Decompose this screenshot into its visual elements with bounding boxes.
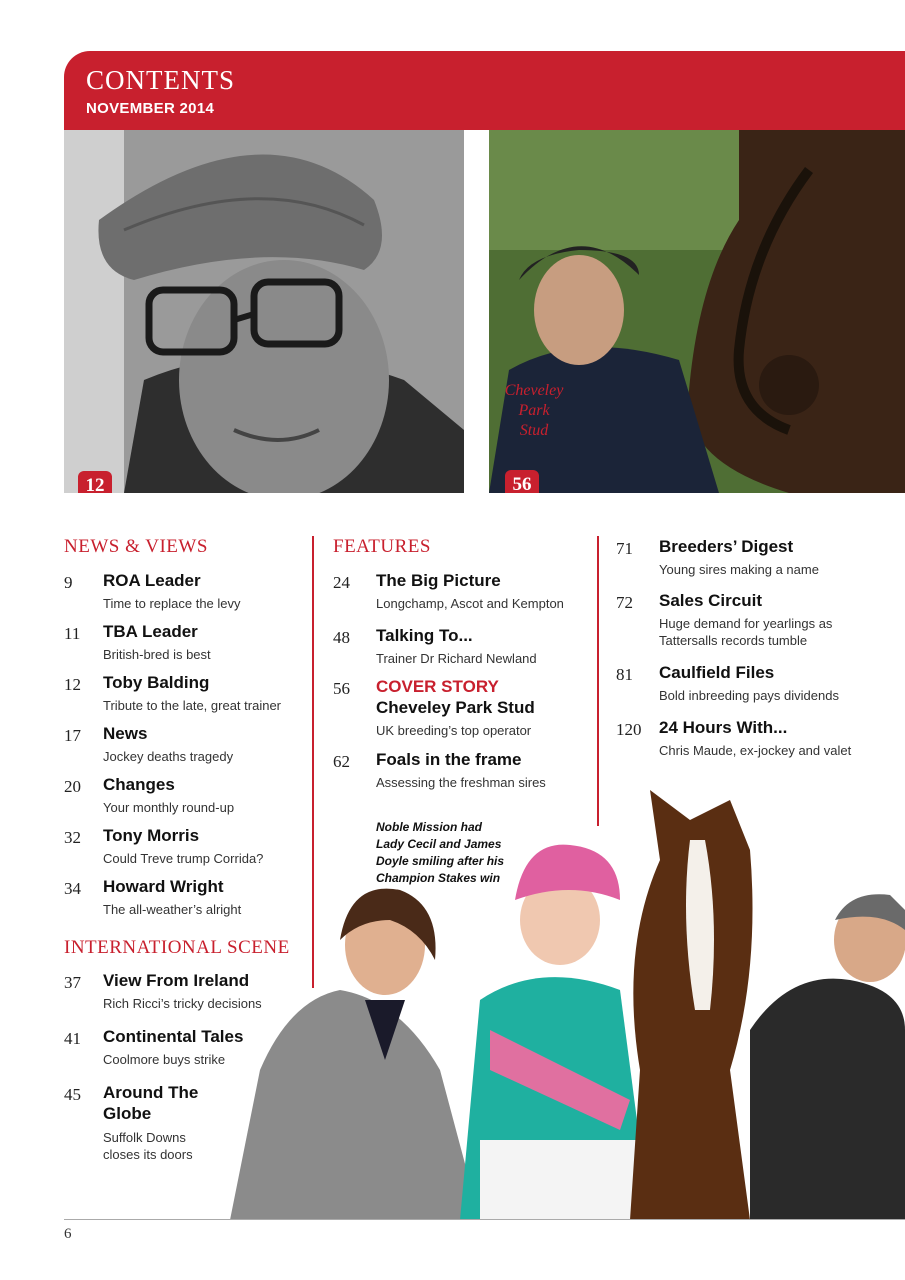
- toc-entry-subtitle: Rich Ricci’s tricky decisions: [103, 996, 262, 1011]
- toc-entry-title: Toby Balding: [103, 673, 210, 692]
- toc-page-number: 62: [333, 752, 350, 771]
- page-badge-12: 12: [78, 471, 112, 493]
- contents-title: CONTENTS: [86, 65, 235, 95]
- toc-entry-title: Tony Morris: [103, 826, 200, 845]
- toc-entry-title-line-2: Globe: [103, 1104, 152, 1123]
- caption-line-3: Doyle smiling after his: [376, 854, 505, 868]
- issue-date: NOVEMBER 2014: [86, 100, 215, 117]
- toc-entry-title: Changes: [103, 775, 175, 794]
- jacket-embroidery: [494, 381, 574, 441]
- features-heading: FEATURES: [333, 536, 431, 557]
- toc-entry-subtitle: Coolmore buys strike: [103, 1052, 226, 1067]
- toc-entry-title-line-1: Around The: [103, 1083, 199, 1102]
- toc-entry-title: Breeders’ Digest: [659, 537, 794, 556]
- toc-entry-subtitle: Assessing the freshman sires: [376, 775, 546, 790]
- page-number: 6: [64, 1226, 72, 1242]
- toc-entry-subtitle: British-bred is best: [103, 647, 211, 662]
- column-divider-left: [312, 536, 314, 988]
- toc-page-number: 71: [616, 539, 633, 558]
- toc-page-number: 9: [64, 573, 73, 592]
- toc-page-number: 48: [333, 628, 350, 647]
- toc-entry-subtitle: Trainer Dr Richard Newland: [376, 651, 537, 666]
- toc-entry-subtitle-line-1: Huge demand for yearlings as: [659, 616, 833, 631]
- toc-page-number: 37: [64, 973, 81, 992]
- toc-entry-subtitle-line-2: Tattersalls records tumble: [659, 633, 808, 648]
- toc-page-number: 12: [64, 675, 81, 694]
- toc-entry-title: 24 Hours With...: [659, 718, 788, 737]
- toc-entry-subtitle: Chris Maude, ex-jockey and valet: [659, 743, 852, 758]
- toc-entry-subtitle: Jockey deaths tragedy: [103, 749, 234, 764]
- toc-entry-title: View From Ireland: [103, 971, 250, 990]
- cover-story-label: COVER STORY: [376, 677, 499, 696]
- international-scene-heading: INTERNATIONAL SCENE: [64, 937, 290, 958]
- jacket-line-3: Stud: [519, 422, 549, 439]
- caption-line-1: Noble Mission had: [376, 820, 483, 834]
- toc-entry-title: Caulfield Files: [659, 663, 775, 682]
- contents-header: [64, 51, 905, 130]
- toc-entry-subtitle: UK breeding’s top operator: [376, 723, 532, 738]
- toc-page-number: 11: [64, 624, 81, 643]
- column-divider-right: [597, 536, 599, 826]
- cheveley-park-photo: [489, 130, 905, 493]
- toc-entry-title: The Big Picture: [376, 571, 501, 590]
- news-views-heading: NEWS & VIEWS: [64, 536, 208, 557]
- toc-entry-subtitle: The all-weather’s alright: [103, 902, 242, 917]
- caption-line-2: Lady Cecil and James: [376, 837, 502, 851]
- toc-entry-title: Cheveley Park Stud: [376, 698, 535, 717]
- portrait-illustration: [64, 130, 464, 493]
- toc-page-number: 120: [616, 720, 642, 739]
- toc-entry-title: Continental Tales: [103, 1027, 244, 1046]
- toc-entry-title: Sales Circuit: [659, 591, 762, 610]
- toc-entry-subtitle-line-1: Suffolk Downs: [103, 1130, 186, 1145]
- toc-entry-subtitle-line-2: closes its doors: [103, 1147, 193, 1162]
- toc-entry-subtitle: Bold inbreeding pays dividends: [659, 688, 839, 703]
- toc-entry-title: Foals in the frame: [376, 750, 522, 769]
- toc-page-number: 56: [333, 679, 350, 698]
- toc-page-number: 41: [64, 1029, 81, 1048]
- toc-page-number: 17: [64, 726, 81, 745]
- toc-entry-title: ROA Leader: [103, 571, 201, 590]
- toc-page-number: 45: [64, 1085, 81, 1104]
- page-badge-56: 56: [505, 470, 539, 493]
- toby-balding-photo: [64, 130, 464, 493]
- toc-entry-title: News: [103, 724, 148, 743]
- toc-entry-subtitle: Time to replace the levy: [103, 596, 241, 611]
- jacket-line-1: Cheveley: [504, 382, 564, 399]
- toc-page-number: 20: [64, 777, 81, 796]
- winners-group-illustration: [190, 770, 905, 1220]
- toc-page-number: 32: [64, 828, 81, 847]
- toc-entry-subtitle: Tribute to the late, great trainer: [103, 698, 282, 713]
- footer-rule: [64, 1219, 905, 1220]
- toc-entry-subtitle: Could Treve trump Corrida?: [103, 851, 264, 866]
- toc-entry-title: TBA Leader: [103, 622, 198, 641]
- toc-entry-subtitle: Your monthly round-up: [103, 800, 235, 815]
- caption-line-4: Champion Stakes win: [376, 871, 501, 885]
- toc-entry-subtitle: Longchamp, Ascot and Kempton: [376, 596, 564, 611]
- jacket-line-2: Park: [518, 402, 550, 419]
- toc-entry-subtitle: Young sires making a name: [659, 562, 819, 577]
- toc-page-number: 34: [64, 879, 81, 898]
- photo-caption: [376, 819, 536, 887]
- toc-page-number: 24: [333, 573, 350, 592]
- toc-page-number: 81: [616, 665, 633, 684]
- toc-entry-title: Talking To...: [376, 626, 473, 645]
- toc-page-number: 72: [616, 593, 633, 612]
- toc-entry-title: Howard Wright: [103, 877, 224, 896]
